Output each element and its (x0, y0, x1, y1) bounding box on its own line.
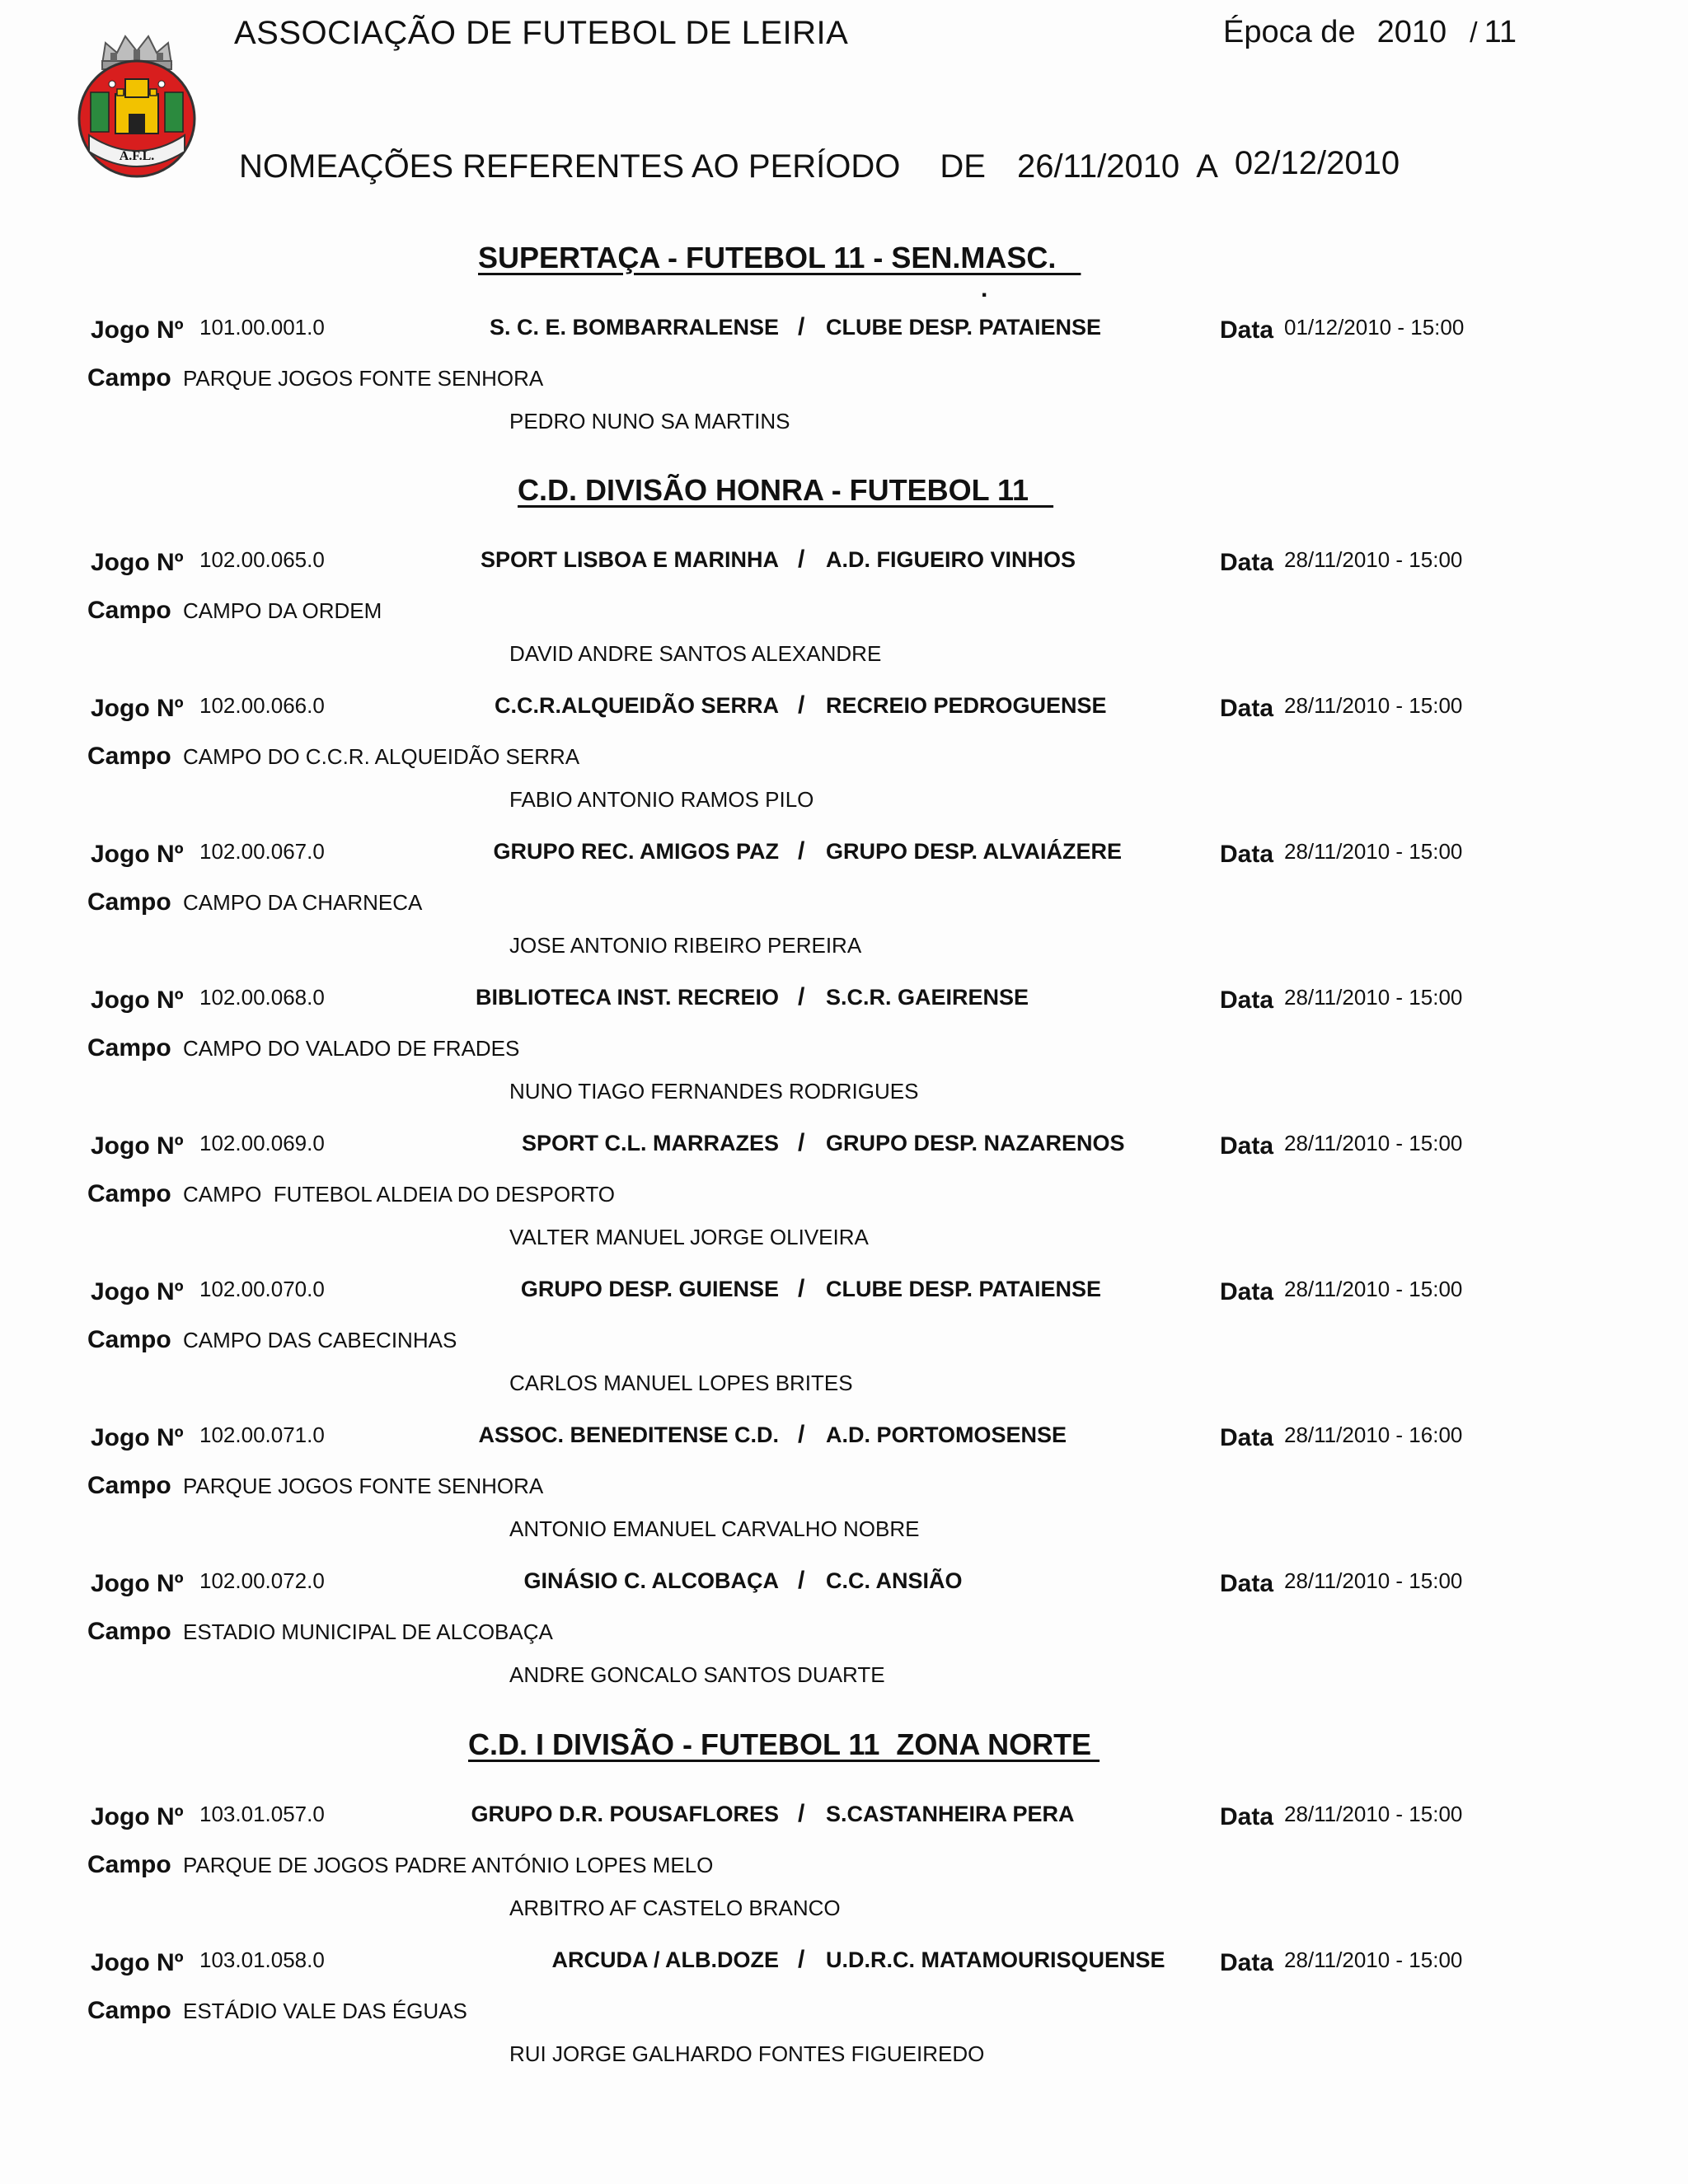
section-title: C.D. I DIVISÃO - FUTEBOL 11 ZONA NORTE (468, 1727, 1100, 1761)
game-number: 102.00.071.0 (199, 1422, 325, 1447)
game-datetime: 28/11/2010 - 15:00 (1284, 1277, 1463, 1301)
section-title: C.D. DIVISÃO HONRA - FUTEBOL 11 (518, 473, 1054, 507)
venue-name: ESTADIO MUNICIPAL DE ALCOBAÇA (183, 1619, 553, 1644)
game-entry (0, 1565, 1688, 1705)
season-year-end: 11 (1484, 15, 1517, 49)
data-label: Data (1220, 1570, 1274, 1597)
season-separator: / (1470, 17, 1478, 49)
data-label: Data (1220, 1803, 1274, 1830)
game-datetime: 28/11/2010 - 15:00 (1284, 547, 1463, 572)
jogo-label: Jogo Nº (91, 841, 184, 868)
teams-separator: / (798, 983, 805, 1010)
game-number: 101.00.001.0 (199, 315, 325, 340)
referee-name: RUI JORGE GALHARDO FONTES FIGUEIREDO (509, 2041, 985, 2066)
teams-separator: / (798, 1800, 805, 1827)
teams-separator: / (798, 546, 805, 573)
data-label: Data (1220, 316, 1274, 344)
jogo-label: Jogo Nº (91, 1949, 184, 1976)
game-datetime: 28/11/2010 - 16:00 (1284, 1422, 1463, 1447)
teams-separator: / (798, 691, 805, 719)
game-datetime: 28/11/2010 - 15:00 (1284, 1568, 1463, 1593)
referee-name: ANDRE GONCALO SANTOS DUARTE (509, 1662, 885, 1687)
away-team: RECREIO PEDROGUENSE (826, 693, 1107, 718)
game-entry (0, 544, 1688, 684)
data-label: Data (1220, 549, 1274, 576)
season-label-text: Época de (1223, 15, 1356, 49)
campo-label: Campo (87, 1034, 171, 1062)
game-datetime: 28/11/2010 - 15:00 (1284, 1947, 1463, 1972)
season-year-start: 2010 (1376, 15, 1447, 49)
venue-name: PARQUE JOGOS FONTE SENHORA (183, 1474, 544, 1498)
data-label: Data (1220, 1132, 1274, 1160)
jogo-label: Jogo Nº (91, 1278, 184, 1305)
period-end-date: 02/12/2010 (1234, 145, 1400, 181)
campo-label: Campo (87, 1472, 171, 1499)
referee-name: FABIO ANTONIO RAMOS PILO (509, 787, 814, 812)
away-team: U.D.R.C. MATAMOURISQUENSE (826, 1947, 1165, 1972)
campo-label: Campo (87, 1997, 171, 2024)
campo-label: Campo (87, 743, 171, 770)
away-team: S.CASTANHEIRA PERA (826, 1802, 1075, 1826)
jogo-label: Jogo Nº (91, 316, 184, 344)
venue-name: CAMPO FUTEBOL ALDEIA DO DESPORTO (183, 1182, 615, 1207)
referee-name: DAVID ANDRE SANTOS ALEXANDRE (509, 641, 882, 666)
jogo-label: Jogo Nº (91, 549, 184, 576)
game-number: 102.00.065.0 (199, 547, 325, 572)
venue-name: CAMPO DA ORDEM (183, 598, 382, 623)
venue-name: PARQUE DE JOGOS PADRE ANTÓNIO LOPES MELO (183, 1853, 714, 1877)
home-team: SPORT C.L. MARRAZES (521, 1131, 779, 1155)
jogo-label: Jogo Nº (91, 1424, 184, 1451)
referee-name: NUNO TIAGO FERNANDES RODRIGUES (509, 1079, 919, 1104)
game-entry (0, 1273, 1688, 1413)
game-datetime: 28/11/2010 - 15:00 (1284, 1131, 1463, 1155)
venue-name: CAMPO DA CHARNECA (183, 890, 423, 915)
game-entry (0, 982, 1688, 1122)
data-label: Data (1220, 987, 1274, 1014)
home-team: GRUPO DESP. GUIENSE (520, 1277, 779, 1301)
period-a: A (1196, 148, 1218, 185)
venue-name: CAMPO DO C.C.R. ALQUEIDÃO SERRA (183, 744, 580, 769)
home-team: GRUPO REC. AMIGOS PAZ (493, 839, 779, 864)
campo-label: Campo (87, 1851, 171, 1878)
venue-name: PARQUE JOGOS FONTE SENHORA (183, 366, 544, 391)
home-team: BIBLIOTECA INST. RECREIO (475, 985, 779, 1010)
venue-name: CAMPO DO VALADO DE FRADES (183, 1036, 520, 1061)
home-team: S. C. E. BOMBARRALENSE (489, 315, 779, 340)
title-dot-mark: . (981, 275, 988, 302)
venue-name: CAMPO DAS CABECINHAS (183, 1328, 457, 1352)
game-number: 103.01.058.0 (199, 1947, 325, 1972)
game-entry (0, 836, 1688, 976)
jogo-label: Jogo Nº (91, 1570, 184, 1597)
data-label: Data (1220, 1424, 1274, 1451)
data-label: Data (1220, 841, 1274, 868)
home-team: C.C.R.ALQUEIDÃO SERRA (494, 693, 779, 718)
away-team: S.C.R. GAEIRENSE (826, 985, 1029, 1010)
game-number: 102.00.070.0 (199, 1277, 325, 1301)
teams-separator: / (798, 313, 805, 340)
away-team: A.D. PORTOMOSENSE (826, 1422, 1067, 1447)
campo-label: Campo (87, 888, 171, 916)
home-team: ARCUDA / ALB.DOZE (551, 1947, 779, 1972)
data-label: Data (1220, 695, 1274, 722)
referee-name: ANTONIO EMANUEL CARVALHO NOBRE (509, 1516, 920, 1541)
game-entry (0, 1798, 1688, 1938)
data-label: Data (1220, 1278, 1274, 1305)
referee-name: ARBITRO AF CASTELO BRANCO (509, 1896, 841, 1920)
campo-label: Campo (87, 1618, 171, 1645)
game-entry (0, 1944, 1688, 2084)
afl-crest-logo (71, 28, 203, 180)
jogo-label: Jogo Nº (91, 987, 184, 1014)
teams-separator: / (798, 837, 805, 865)
data-label: Data (1220, 1949, 1274, 1976)
game-number: 103.01.057.0 (199, 1802, 325, 1826)
away-team: GRUPO DESP. NAZARENOS (826, 1131, 1125, 1155)
game-number: 102.00.072.0 (199, 1568, 325, 1593)
home-team: ASSOC. BENEDITENSE C.D. (478, 1422, 779, 1447)
jogo-label: Jogo Nº (91, 695, 184, 722)
jogo-label: Jogo Nº (91, 1132, 184, 1160)
period-line (239, 145, 1400, 185)
game-datetime: 28/11/2010 - 15:00 (1284, 1802, 1463, 1826)
campo-label: Campo (87, 364, 171, 391)
jogo-label: Jogo Nº (91, 1803, 184, 1830)
campo-label: Campo (87, 1180, 171, 1207)
away-team: GRUPO DESP. ALVAIÁZERE (826, 839, 1123, 864)
campo-label: Campo (87, 597, 171, 624)
game-datetime: 01/12/2010 - 15:00 (1284, 315, 1465, 340)
referee-name: VALTER MANUEL JORGE OLIVEIRA (509, 1225, 869, 1249)
game-entry (0, 690, 1688, 830)
teams-separator: / (798, 1275, 805, 1302)
game-datetime: 28/11/2010 - 15:00 (1284, 985, 1463, 1010)
campo-label: Campo (87, 1326, 171, 1353)
home-team: SPORT LISBOA E MARINHA (480, 547, 779, 572)
away-team: CLUBE DESP. PATAIENSE (826, 315, 1102, 340)
game-number: 102.00.068.0 (199, 985, 325, 1010)
referee-name: CARLOS MANUEL LOPES BRITES (509, 1371, 853, 1395)
teams-separator: / (798, 1567, 805, 1594)
game-number: 102.00.069.0 (199, 1131, 325, 1155)
away-team: CLUBE DESP. PATAIENSE (826, 1277, 1102, 1301)
away-team: A.D. FIGUEIRO VINHOS (826, 547, 1076, 572)
game-entry (0, 1127, 1688, 1268)
teams-separator: / (798, 1946, 805, 1973)
association-title: ASSOCIAÇÃO DE FUTEBOL DE LEIRIA (234, 15, 849, 51)
home-team: GRUPO D.R. POUSAFLORES (471, 1802, 779, 1826)
game-datetime: 28/11/2010 - 15:00 (1284, 839, 1463, 864)
teams-separator: / (798, 1129, 805, 1156)
home-team: GINÁSIO C. ALCOBAÇA (523, 1568, 779, 1593)
referee-name: JOSE ANTONIO RIBEIRO PEREIRA (509, 933, 862, 958)
period-start-date: 26/11/2010 (1016, 148, 1180, 185)
season-label (1223, 15, 1517, 50)
period-label: NOMEAÇÕES REFERENTES AO PERÍODO (239, 148, 901, 185)
away-team: C.C. ANSIÃO (826, 1568, 963, 1593)
game-entry (0, 1419, 1688, 1559)
section-title: SUPERTAÇA - FUTEBOL 11 - SEN.MASC. (478, 241, 1081, 274)
game-entry (0, 312, 1688, 452)
period-de: DE (940, 148, 986, 185)
game-number: 102.00.066.0 (199, 693, 325, 718)
game-number: 102.00.067.0 (199, 839, 325, 864)
teams-separator: / (798, 1421, 805, 1448)
venue-name: ESTÁDIO VALE DAS ÉGUAS (183, 1999, 467, 2023)
referee-name: PEDRO NUNO SA MARTINS (509, 409, 790, 434)
crest-text: A.F.L. (119, 149, 155, 163)
game-datetime: 28/11/2010 - 15:00 (1284, 693, 1463, 718)
